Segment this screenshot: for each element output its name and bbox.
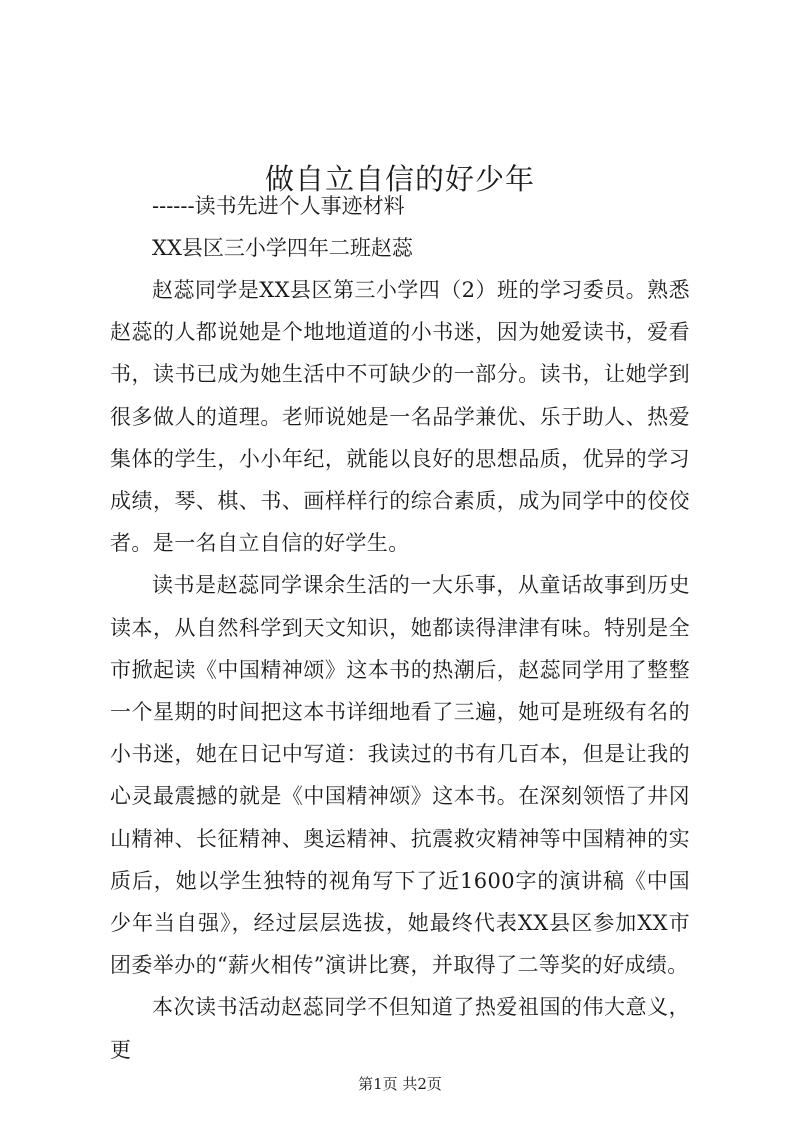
document-subtitle: ------读书先进个人事迹材料 [152, 194, 405, 218]
page-footer: 第1页 共2页 [358, 1075, 442, 1093]
document-body [110, 269, 690, 1071]
paragraph-1: 赵蕊同学是XX县区第三小学四（2）班的学习委员。熟悉赵蕊的人都说她是个地地道道的小书迷，因为她爱读书，爱看书，读书已成为她生活中不可缺少的一部分。读书，让她学到很多做人的道理。老师说她是一名品学兼优、乐于助人、热爱集体的学生，小小年纪，就能以良好的思想品质，优异的学习成绩，琴、棋、书、画样样行的综合素质，成为同学中的佼佼者。是一名自立自信的好学生。 [110, 278, 690, 556]
paragraph-2: 读书是赵蕊同学课余生活的一大乐事，从童话故事到历史读本，从自然科学到天文知识，她都读得津津有味。特别是全市掀起读《中国精神颂》这本书的热潮后，赵蕊同学用了整整一个星期的时间把这本书详细地看了三遍，她可是班级有名的小书迷，她在日记中写道：我读过的书有几百本，但是让我的心灵最震撼的就是《中国精神颂》这本书。在深刻领悟了井冈山精神、长征精神、奥运精神、抗震救灾精神等中国精神的实质后，她以学生独特的视角写下了近1600字的演讲稿《中国少年当自强》，经过层层选拔，她最终代表XX县区参加XX市团委举办的“薪火相传”演讲比赛，并取得了二等奖的好成绩。 [110, 573, 690, 978]
paragraph-3: 本次读书活动赵蕊同学不但知道了热爱祖国的伟大意义，更 [110, 995, 690, 1062]
document-title: 做自立自信的好少年 [264, 162, 535, 197]
author-line: XX县区三小学四年二班赵蕊 [152, 236, 413, 260]
